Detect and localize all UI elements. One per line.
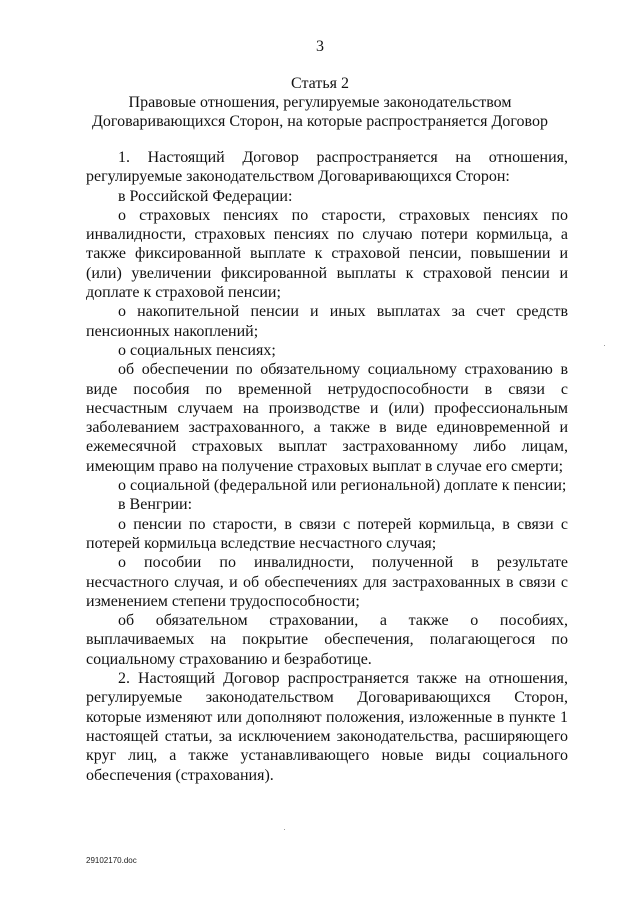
paragraph-insurance-pensions: о страховых пенсиях по старости, страховых пенсиях по инвалидности, страховых пенсиях по случаю потери кормильца, а также фиксированной выплате к страховой пенсии, повышении и (или) увеличении фиксированной выплаты к страховой пенсии и доплате к страховой пенсии; bbox=[86, 206, 568, 302]
article-subtitle-line-2: Договаривающихся Сторон, на которые распространяется Договор bbox=[92, 113, 548, 130]
article-body bbox=[86, 148, 568, 785]
paragraph-clause-2: 2. Настоящий Договор распространяется также на отношения, регулируемые законодательством Договаривающихся Сторон, которые изменяют или дополняют положения, изложенные в пункте 1 настоящей статьи, за исключением законодательства, расширяющего круг лиц, а также устанавливающего новые виды социального обеспечения (страхования). bbox=[86, 670, 568, 784]
article-subtitle-line-1: Правовые отношения, регулируемые законодательством bbox=[128, 94, 512, 111]
paragraph-social-pensions: о социальных пенсиях; bbox=[118, 341, 276, 359]
paragraph-clause-1-intro: 1. Настоящий Договор распространяется на отношения, регулируемые законодательством Договаривающихся Сторон: bbox=[86, 149, 568, 186]
footer-doc-code: 29102170.doc bbox=[86, 856, 137, 865]
article-header bbox=[70, 74, 570, 131]
scan-speck bbox=[604, 345, 605, 346]
paragraph-old-age-pension: о пенсии по старости, в связи с потерей кормильца, в связи с потерей кормильца вследствие несчастного случая; bbox=[86, 515, 568, 552]
scan-speck bbox=[284, 829, 285, 830]
paragraph-compulsory-insurance: об обязательном страховании, а также о пособиях, выплачиваемых на покрытие обеспечения, полагающегося по социальному страхованию и безработице. bbox=[86, 612, 568, 668]
paragraph-funded-pension: о накопительной пенсии и иных выплатах за счет средств пенсионных накоплений; bbox=[86, 303, 568, 340]
page-number: 3 bbox=[316, 38, 324, 55]
article-title: Статья 2 bbox=[291, 75, 349, 92]
paragraph-social-supplement: о социальной (федеральной или региональной) доплате к пенсии; bbox=[118, 477, 567, 495]
paragraph-russia-heading: в Российской Федерации: bbox=[118, 187, 293, 205]
paragraph-hungary-heading: в Венгрии: bbox=[118, 496, 193, 514]
paragraph-mandatory-insurance: об обеспечении по обязательному социальному страхованию в виде пособия по временной нетрудоспособности в связи с несчастным случаем на производстве и (или) профессиональным заболеванием застрахованного, а также в виде единовременной и ежемесячной страховых выплат застрахованному либо лицам, имеющим право на получение страховых выплат в случае его смерти; bbox=[86, 361, 568, 475]
paragraph-disability-benefit: о пособии по инвалидности, полученной в результате несчастного случая, и об обеспечениях для застрахованных в связи с изменением степени трудоспособности; bbox=[86, 554, 568, 610]
